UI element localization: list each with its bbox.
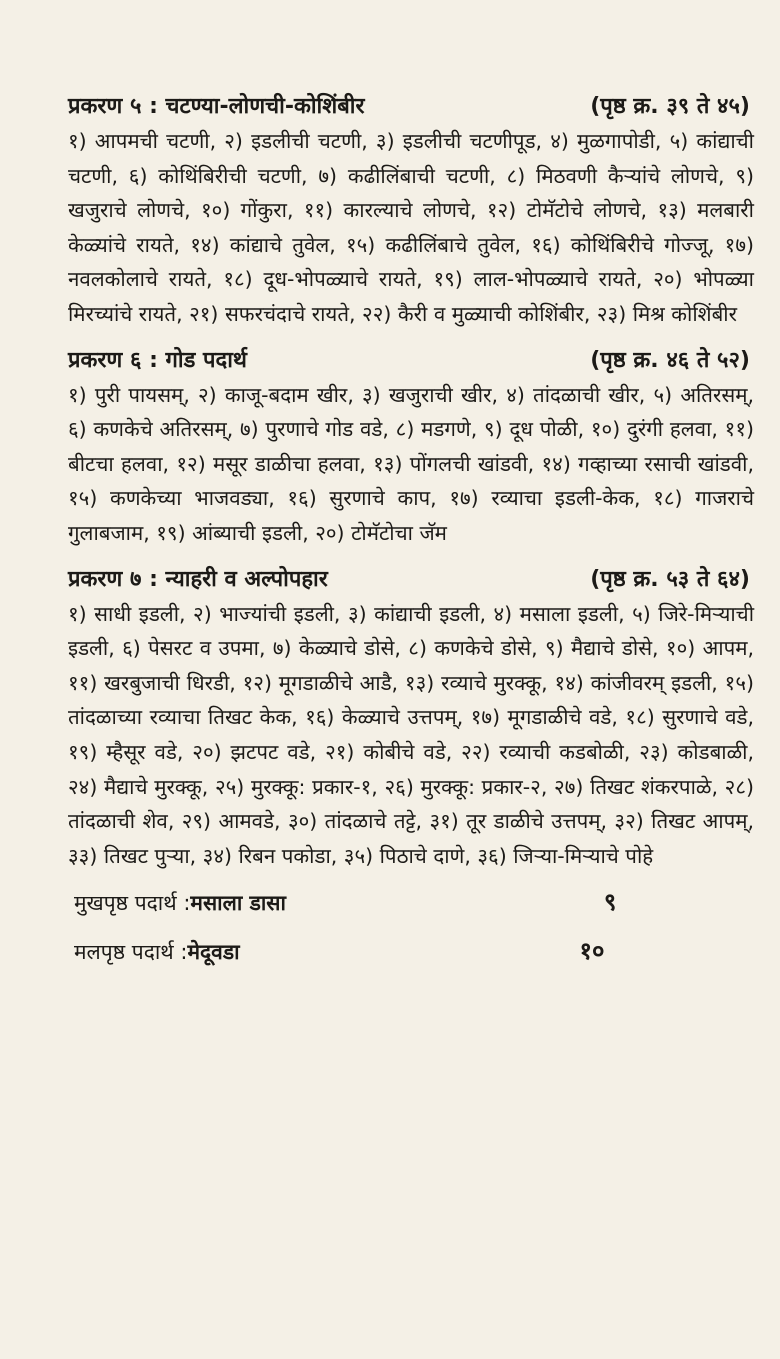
chapter-7-header (68, 565, 754, 595)
back-cover-label: मलपृष्ठ पदार्थ : (74, 940, 188, 965)
back-cover-value: मेदूवडा (187, 940, 240, 965)
chapter-6-header (68, 346, 754, 376)
front-cover-label: मुखपृष्ठ पदार्थ : (74, 891, 191, 916)
chapter-6-page-range: (पृष्ठ क्र. ४६ ते ५२) (590, 347, 750, 373)
chapter-5-title: प्रकरण ५ : चटण्या-लोणची-कोशिंबीर (68, 94, 365, 119)
front-cover-page-number: ९ (603, 888, 617, 917)
chapter-5 (68, 92, 754, 332)
chapter-5-recipe-list: १) आपमची चटणी, २) इडलीची चटणी, ३) इडलीची चटणीपूड, ४) मुळगापोडी, ५) कांद्याची चटणी, ६) कोथिंबिरीची चटणी, ७) कढीलिंबाची चटणी, ८) मिठवणी कैऱ्यांचे लोणचे, ९) खजुराचे लोणचे, १०) गोंकुरा, ११) कारल्याचे लोणचे, १२) टोमॅटोचे लोणचे, १३) मलबारी केळ्यांचे रायते, १४) कांद्याचे तुवेल, १५) कढीलिंबाचे तुवेल, १६) कोथिंबिरीचे गोज्जू, १७) नवलकोलाचे रायते, १८) दूध-भोपळ्याचे रायते, १९) लाल-भोपळ्याचे रायते, २०) भोपळ्या मिरच्यांचे रायते, २१) सफरचंदाचे रायते, २२) कैरी व मुळ्याची कोशिंबीर, २३) मिश्र कोशिंबीर (68, 129, 754, 326)
chapter-7-title: प्रकरण ७ : न्याहरी व अल्पोपहार (68, 566, 328, 592)
chapter-5-page-range: (पृष्ठ क्र. ३९ ते ४५) (590, 94, 750, 119)
front-cover-value: मसाला डासा (190, 891, 286, 916)
chapter-7-recipe-list: १) साधी इडली, २) भाज्यांची इडली, ३) कांद्याची इडली, ४) मसाला इडली, ५) जिरे-मिऱ्याची इडली, ६) पेसरट व उपमा, ७) केळ्याचे डोसे, ८) कणकेचे डोसे, ९) मैद्याचे डोसे, १०) आपम, ११) खरबुजाची धिरडी, १२) मूगडाळीचे आडै, १३) रव्याचे मुरक्कू, १४) कांजीवरम् इडली, १५) तांदळाच्या रव्याचा तिखट केक, १६) केळ्याचे उत्तपम्, १७) मूगडाळीचे वडे, १८) सुरणाचे वडे, १९) म्हैसूर वडे, २०) झटपट वडे, २१) कोबीचे वडे, २२) रव्याची कडबोळी, २३) कोडबाळी, २४) मैद्याचे मुरक्कू, २५) मुरक्कू: प्रकार-१, २६) मुरक्कू: प्रकार-२, २७) तिखट शंकरपाळे, २८) तांदळाची शेव, २९) आमवडे, ३०) तांदळाचे तट्टे, ३१) तूर डाळीचे उत्तपम्, ३२) तिखट आपम्, ३३) तिखट पुऱ्या, ३४) रिबन पकोडा, ३५) पिठाचे दाणे, ३६) जिऱ्या-मिऱ्याचे पोहे (68, 601, 754, 868)
front-cover-dish (68, 887, 754, 918)
back-cover-page-number: १० (579, 937, 605, 966)
chapter-6-title: प्रकरण ६ : गोड पदार्थ (68, 347, 247, 373)
back-cover-dish (68, 936, 754, 967)
chapter-7 (68, 565, 754, 874)
chapter-6-recipe-list: १) पुरी पायसम्, २) काजू-बदाम खीर, ३) खजुराची खीर, ४) तांदळाची खीर, ५) अतिरसम्, ६) कणकेचे अतिरसम्, ७) पुरणाचे गोड वडे, ८) मडगणे, ९) दूध पोळी, १०) दुरंगी हलवा, ११) बीटचा हलवा, १२) मसूर डाळीचा हलवा, १३) पोंगलची खांडवी, १४) गव्हाच्या रसाची खांडवी, १५) कणकेच्या भाजवड्या, १६) सुरणाचे काप, १७) रव्याचा इडली-केक, १८) गाजराचे गुलाबजाम, १९) आंब्याची इडली, २०) टोमॅटोचा जॅम (68, 382, 754, 545)
chapter-5-header (68, 92, 754, 122)
chapter-6 (68, 346, 754, 551)
chapter-7-page-range: (पृष्ठ क्र. ५३ ते ६४) (590, 566, 750, 592)
